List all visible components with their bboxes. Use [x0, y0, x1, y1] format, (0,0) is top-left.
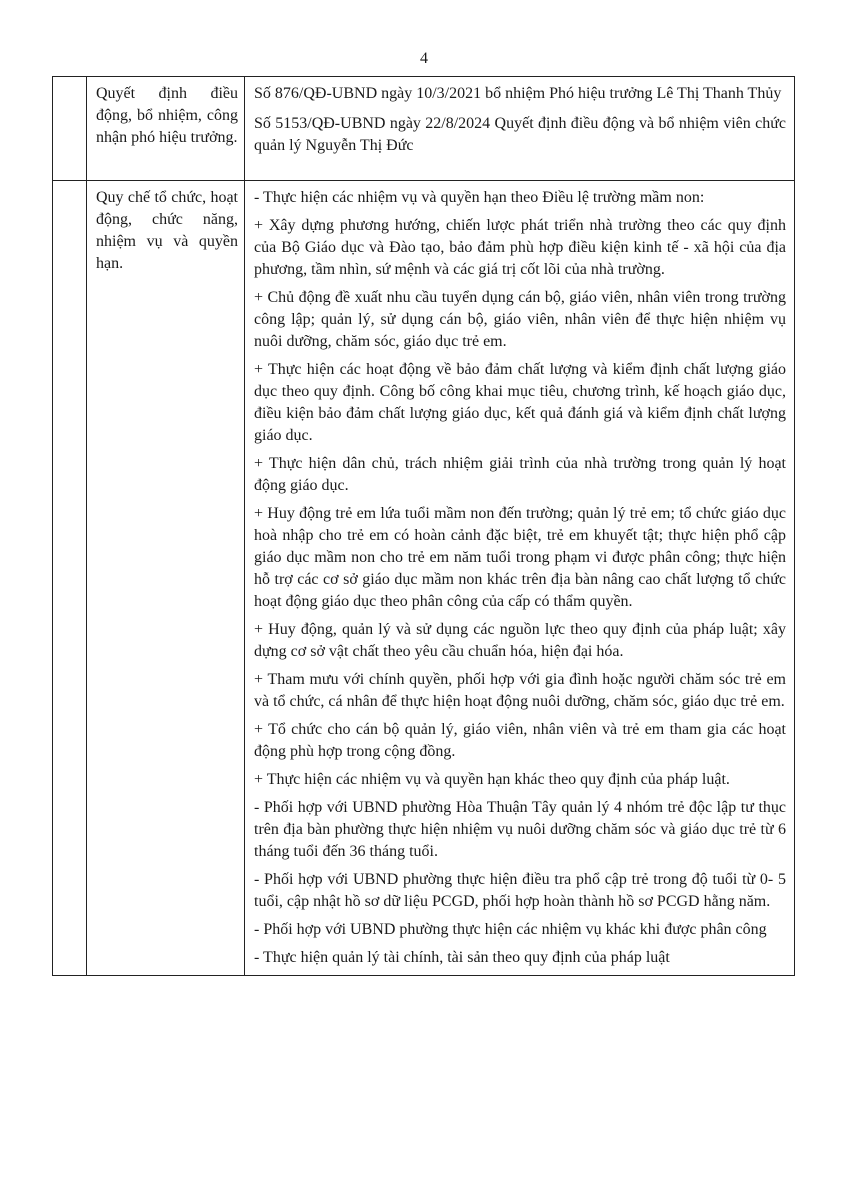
page-number: 4: [420, 50, 428, 67]
content-paragraph: + Xây dựng phương hướng, chiến lược phát triển nhà trường theo các quy định của Bộ Giáo dục và Đào tạo, bảo đảm phù hợp điều kiện kinh tế - xã hội của địa phương, tầm nhìn, sứ mệnh và các giá trị cốt lõi của nhà trường.: [254, 217, 786, 278]
content-paragraph: - Phối hợp với UBND phường Hòa Thuận Tây quản lý 4 nhóm trẻ độc lập tư thục trên địa bàn phường thực hiện nhiệm vụ nuôi dưỡng chăm sóc và giáo dục trẻ từ 6 tháng tuổi đến 36 tháng tuổi.: [254, 799, 786, 860]
content-paragraph: + Huy động, quản lý và sử dụng các nguồn lực theo quy định của pháp luật; xây dựng cơ sở vật chất theo yêu cầu chuẩn hóa, hiện đại hóa.: [254, 621, 786, 660]
content-paragraph: + Huy động trẻ em lứa tuổi mầm non đến trường; quản lý trẻ em; tổ chức giáo dục hoà nhập cho trẻ em có hoàn cảnh đặc biệt, trẻ em khuyết tật; thực hiện phổ cập giáo dục mầm non cho trẻ em năm tuổi trong phạm vi được phân công; thực hiện hỗ trợ các cơ sở giáo dục mầm non khác trên địa bàn nâng cao chất lượng tổ chức hoạt động giáo dục theo phân công của cấp có thẩm quyền.: [254, 505, 786, 610]
row-label: Quyết định điều động, bổ nhiệm, công nhận phó hiệu trưởng.: [96, 85, 238, 146]
content-paragraph: + Thực hiện dân chủ, trách nhiệm giải trình của nhà trường trong quản lý hoạt động giáo dục.: [254, 455, 786, 494]
content-paragraph: + Tổ chức cho cán bộ quản lý, giáo viên, nhân viên và trẻ em tham gia các hoạt động phù hợp trong cộng đồng.: [254, 721, 786, 760]
label-cell: [87, 77, 245, 181]
document-table: [52, 76, 795, 976]
table-row: [53, 77, 795, 181]
index-cell: [53, 181, 87, 976]
content-paragraph: - Phối hợp với UBND phường thực hiện điều tra phổ cập trẻ trong độ tuổi từ 0- 5 tuổi, cập nhật hồ sơ dữ liệu PCGD, phối hợp hoàn thành hồ sơ PCGD hằng năm.: [254, 871, 786, 910]
content-paragraph: Số 5153/QĐ-UBND ngày 22/8/2024 Quyết định điều động và bổ nhiệm viên chức quản lý Nguyễn Thị Đức: [254, 115, 786, 154]
label-cell: [87, 181, 245, 976]
content-paragraph: + Tham mưu với chính quyền, phối hợp với gia đình hoặc người chăm sóc trẻ em và tổ chức, cá nhân để thực hiện hoạt động nuôi dưỡng, chăm sóc, giáo dục trẻ em.: [254, 671, 786, 710]
content-cell: [245, 181, 795, 976]
content-paragraph: - Phối hợp với UBND phường thực hiện các nhiệm vụ khác khi được phân công: [254, 921, 767, 938]
content-paragraph: + Thực hiện các nhiệm vụ và quyền hạn khác theo quy định của pháp luật.: [254, 771, 730, 788]
content-paragraph: - Thực hiện các nhiệm vụ và quyền hạn theo Điều lệ trường mầm non:: [254, 189, 705, 206]
content-paragraph: Số 876/QĐ-UBND ngày 10/3/2021 bổ nhiệm Phó hiệu trưởng Lê Thị Thanh Thủy: [254, 85, 782, 102]
row-label: Quy chế tổ chức, hoạt động, chức năng, nhiệm vụ và quyền hạn.: [96, 189, 238, 272]
content-cell: [245, 77, 795, 181]
index-cell: [53, 77, 87, 181]
content-paragraph: + Chủ động đề xuất nhu cầu tuyển dụng cán bộ, giáo viên, nhân viên trong trường công lập; quản lý, sử dụng cán bộ, giáo viên, nhân viên để thực hiện nhiệm vụ nuôi dưỡng, chăm sóc, giáo dục trẻ em.: [254, 289, 786, 350]
content-paragraph: - Thực hiện quản lý tài chính, tài sản theo quy định của pháp luật: [254, 949, 670, 966]
content-paragraph: + Thực hiện các hoạt động về bảo đảm chất lượng và kiểm định chất lượng giáo dục theo quy định. Công bố công khai mục tiêu, chương trình, kế hoạch giáo dục, điều kiện bảo đảm chất lượng giáo dục, kết quả đánh giá và kiểm định chất lượng giáo dục.: [254, 361, 786, 444]
table-row: [53, 181, 795, 976]
